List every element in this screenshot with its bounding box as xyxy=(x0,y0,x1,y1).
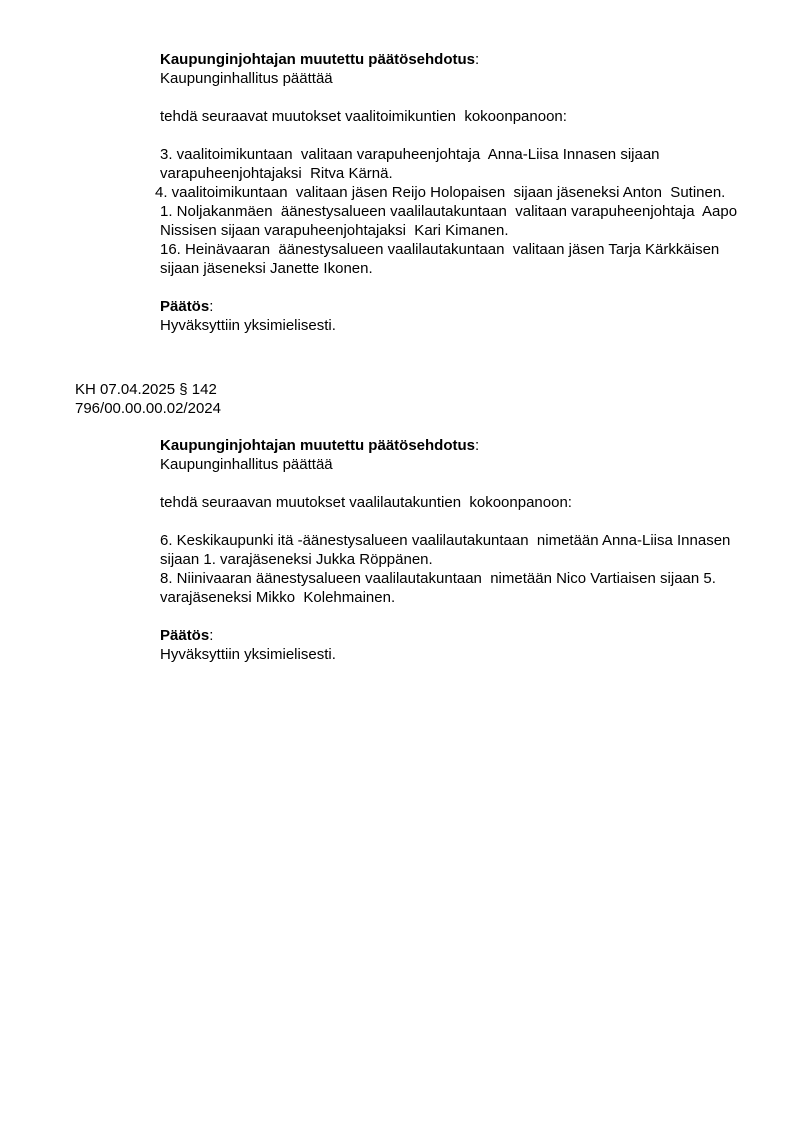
blank-line xyxy=(160,474,785,493)
decision-proposal-heading-colon: : xyxy=(475,51,480,68)
decision-proposal-heading-label: Kaupunginjohtajan muutettu päätösehdotus xyxy=(160,437,475,454)
decision-section-1 xyxy=(155,50,785,335)
decision-label-text: Päätös xyxy=(160,627,210,644)
change-item-line: sijaan jäseneksi Janette Ikonen. xyxy=(160,260,373,277)
change-item-line: sijaan 1. varajäseneksi Jukka Röppänen. xyxy=(160,551,433,568)
case-reference-diary: 796/00.00.00.02/2024 xyxy=(75,400,221,417)
board-decides-line: Kaupunginhallitus päättää xyxy=(160,70,333,87)
decision-label-text: Päätös xyxy=(160,298,210,315)
decision-label xyxy=(160,297,785,316)
change-item-line: varapuheenjohtajaksi Ritva Kärnä. xyxy=(160,165,393,182)
decision-proposal-heading-label: Kaupunginjohtajan muutettu päätösehdotus xyxy=(160,51,475,68)
change-item-line: Nissisen sijaan varapuheenjohtajaksi Kari Kimanen. xyxy=(160,222,509,239)
changes-intro-line: tehdä seuraavat muutokset vaalitoimikuntien kokoonpanoon: xyxy=(160,108,567,125)
change-item-line: 4. vaalitoimikuntaan valitaan jäsen Reijo Holopaisen sijaan jäseneksi Anton Sutinen. xyxy=(155,184,726,201)
decision-proposal-heading-colon: : xyxy=(475,437,480,454)
blank-line xyxy=(160,607,785,626)
decision-result-line: Hyväksyttiin yksimielisesti. xyxy=(160,317,336,334)
decision-section-2 xyxy=(160,436,785,664)
change-item-line: 1. Noljakanmäen äänestysalueen vaalilautakuntaan valitaan varapuheenjohtaja Aapo xyxy=(160,203,738,220)
blank-line xyxy=(160,126,785,145)
decision-result-line: Hyväksyttiin yksimielisesti. xyxy=(160,646,336,663)
change-item-line: 8. Niinivaaran äänestysalueen vaalilautakuntaan nimetään Nico Vartiaisen sijaan 5. xyxy=(160,570,716,587)
change-item-line: varajäseneksi Mikko Kolehmainen. xyxy=(160,589,396,606)
decision-proposal-heading xyxy=(160,50,785,69)
decision-label-colon: : xyxy=(209,298,214,315)
case-reference xyxy=(75,380,475,418)
decision-proposal-heading xyxy=(160,436,785,455)
change-item-line: 3. vaalitoimikuntaan valitaan varapuheenjohtaja Anna-Liisa Innasen sijaan xyxy=(160,146,660,163)
change-item-line: 6. Keskikaupunki itä -äänestysalueen vaalilautakuntaan nimetään Anna-Liisa Innasen xyxy=(160,532,731,549)
board-decides-line: Kaupunginhallitus päättää xyxy=(160,456,333,473)
decision-label-colon: : xyxy=(209,627,214,644)
change-item-line: 16. Heinävaaran äänestysalueen vaalilautakuntaan valitaan jäsen Tarja Kärkkäisen xyxy=(160,241,720,258)
changes-intro-line: tehdä seuraavan muutokset vaalilautakuntien kokoonpanoon: xyxy=(160,494,572,511)
decision-label xyxy=(160,626,785,645)
blank-line xyxy=(160,512,785,531)
case-reference-kh: KH 07.04.2025 § 142 xyxy=(75,381,217,398)
blank-line xyxy=(160,278,785,297)
blank-line xyxy=(160,88,785,107)
